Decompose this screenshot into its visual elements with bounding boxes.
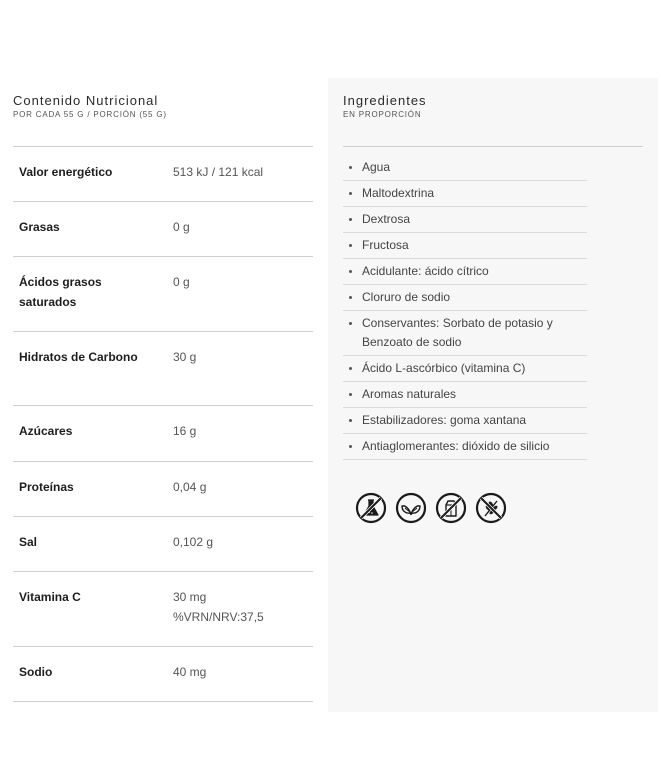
nutrient-reference-value: %VRN/NRV:37,5 [173, 610, 264, 624]
table-row [13, 147, 313, 202]
list-item: Maltodextrina [343, 181, 587, 207]
ingredients-subtitle: EN PROPORCIÓN [343, 110, 422, 119]
table-row [13, 332, 313, 406]
table-row [13, 462, 313, 517]
nutrient-label: Vitamina C [19, 590, 81, 604]
list-item: Ácido L-ascórbico (vitamina C) [343, 356, 587, 382]
nutrient-value: 40 mg [173, 665, 207, 679]
nutrient-label: Proteínas [19, 480, 74, 494]
no-lactose-icon [435, 492, 467, 524]
table-row [13, 517, 313, 572]
nutrient-value: 0 g [173, 275, 190, 289]
list-item: Antiaglomerantes: dióxido de silicio [343, 434, 587, 460]
nutrient-label: Valor energético [19, 165, 113, 179]
list-item: Conservantes: Sorbato de potasio y Benzoato de sodio [343, 311, 587, 356]
list-item: Acidulante: ácido cítrico [343, 259, 587, 285]
nutrient-value: 0,102 g [173, 535, 214, 549]
diet-badges [355, 492, 507, 524]
list-item: Aromas naturales [343, 382, 587, 408]
no-chemicals-icon [355, 492, 387, 524]
nutrient-label: Grasas [19, 220, 60, 234]
nutrition-section [0, 78, 328, 718]
ingredients-divider [343, 146, 643, 147]
nutrient-value: 513 kJ / 121 kcal [173, 165, 264, 179]
ingredients-list [343, 155, 587, 460]
nutrient-label: Sal [19, 535, 38, 549]
no-gluten-icon [475, 492, 507, 524]
ingredients-title: Ingredientes [343, 93, 427, 108]
list-item: Cloruro de sodio [343, 285, 587, 311]
vegan-leaf-icon [395, 492, 427, 524]
nutrient-label: Hidratos de Carbono [19, 350, 138, 364]
list-item: Dextrosa [343, 207, 587, 233]
table-row [13, 572, 313, 647]
table-row [13, 647, 313, 702]
nutrient-value: 30 g [173, 350, 197, 364]
nutrition-table [13, 146, 313, 702]
ingredients-section [328, 78, 658, 712]
nutrient-value: 0 g [173, 220, 190, 234]
nutrient-value: 16 g [173, 424, 197, 438]
nutrient-value [173, 587, 264, 627]
nutrient-label: Sodio [19, 665, 53, 679]
list-item: Estabilizadores: goma xantana [343, 408, 587, 434]
list-item: Agua [343, 155, 587, 181]
nutrient-label: Ácidos grasos saturados [19, 275, 102, 309]
nutrient-value: 0,04 g [173, 480, 207, 494]
nutrition-subtitle: POR CADA 55 G / PORCIÓN (55 G) [13, 110, 167, 119]
nutrient-amount: 30 mg [173, 590, 207, 604]
table-row [13, 202, 313, 257]
nutrient-label: Azúcares [19, 424, 73, 438]
table-row [13, 257, 313, 332]
list-item: Fructosa [343, 233, 587, 259]
table-row [13, 406, 313, 462]
nutrition-title: Contenido Nutricional [13, 93, 159, 108]
